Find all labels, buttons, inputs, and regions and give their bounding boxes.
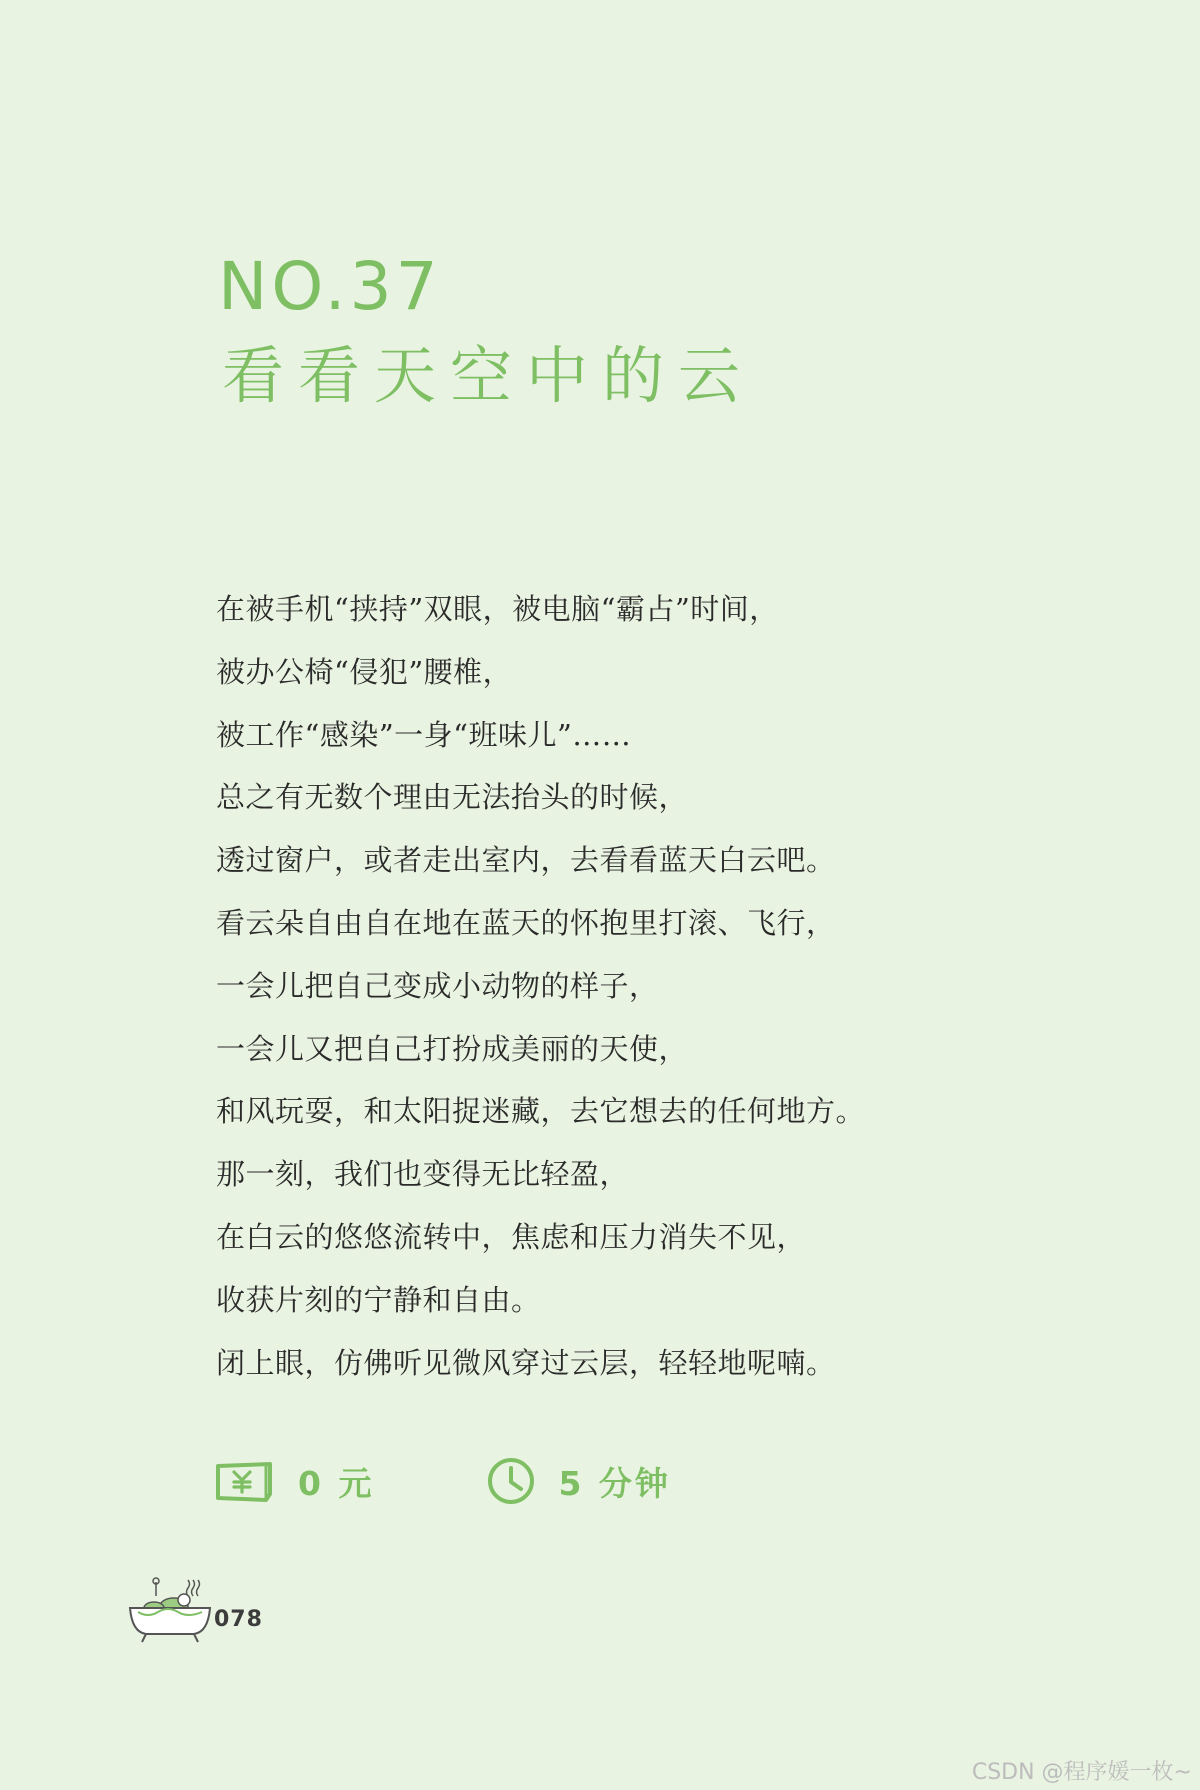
body-line: 和风玩耍，和太阳捉迷藏，去它想去的任何地方。 xyxy=(216,1094,866,1129)
time-label: 5 分钟 xyxy=(558,1463,671,1503)
body-line: 看云朵自由自在地在蓝天的怀抱里打滚、飞行， xyxy=(216,905,836,940)
entry-number: NO.37 xyxy=(218,248,442,325)
bathtub-illustration xyxy=(126,1576,212,1644)
body-line: 那一刻，我们也变得无比轻盈， xyxy=(216,1157,630,1192)
money-bill-icon xyxy=(214,1458,276,1504)
body-line: 总之有无数个理由无法抬头的时候， xyxy=(216,780,689,815)
body-line: 收获片刻的宁静和自由。 xyxy=(216,1282,541,1317)
page-footer xyxy=(126,1576,263,1644)
clock-icon xyxy=(486,1456,536,1506)
body-text xyxy=(216,578,976,1394)
cost-info xyxy=(214,1458,374,1505)
body-line: 被办公椅“侵犯”腰椎， xyxy=(216,654,513,689)
body-line: 闭上眼，仿佛听见微风穿过云层，轻轻地呢喃。 xyxy=(216,1345,836,1380)
page-number: 078 xyxy=(214,1607,263,1632)
time-info xyxy=(486,1456,670,1506)
cost-time-info xyxy=(214,1455,671,1507)
body-line: 被工作“感染”一身“班味儿”…… xyxy=(216,717,632,752)
cost-label: 0 元 xyxy=(298,1463,375,1503)
body-line: 一会儿把自己变成小动物的样子， xyxy=(216,968,659,1003)
body-line: 在白云的悠悠流转中，焦虑和压力消失不见， xyxy=(216,1219,807,1254)
entry-title: 看看天空中的云 xyxy=(222,339,755,412)
body-line: 透过窗户，或者走出室内，去看看蓝天白云吧。 xyxy=(216,843,836,878)
watermark: CSDN @程序媛一枚~ xyxy=(971,1760,1192,1785)
body-line: 在被手机“挟持”双眼，被电脑“霸占”时间， xyxy=(216,592,779,626)
body-line: 一会儿又把自己打扮成美丽的天使， xyxy=(216,1031,689,1066)
